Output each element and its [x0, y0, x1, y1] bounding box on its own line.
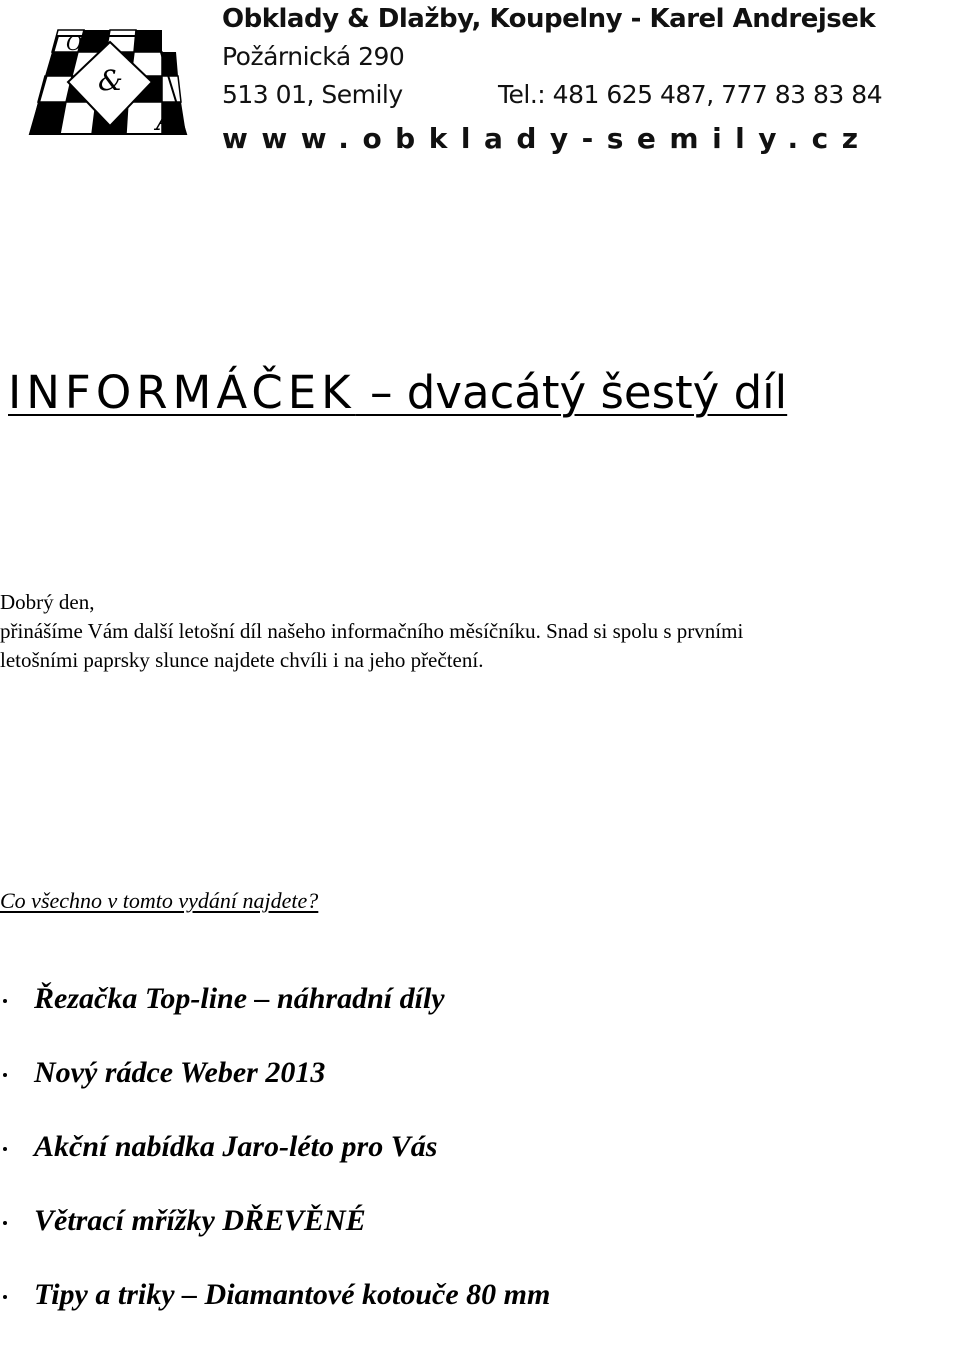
toc-item-text: Akční nabídka Jaro-léto pro Vás — [34, 1130, 438, 1163]
newsletter-title — [8, 366, 952, 419]
intro-line-1: přinášíme Vám další letošní díl našeho informačního měsíčníku. Snad si spolu s prvními — [0, 619, 744, 643]
logo-ampersand: & — [98, 64, 123, 97]
title-issue: – dvacátý šestý díl — [355, 366, 788, 419]
logo-letter-k: K — [40, 104, 61, 137]
company-phone: Tel.: 481 625 487, 777 83 83 84 — [498, 80, 883, 109]
company-logo — [28, 22, 208, 144]
intro-line-2: letošními paprsky slunce najdete chvíli i na jeho přečtení. — [0, 648, 484, 672]
bullet-icon — [3, 999, 7, 1003]
logo-letter-a: A — [156, 104, 177, 137]
toc-heading: Co všechno v tomto vydání najdete? — [0, 888, 319, 913]
company-website[interactable]: www.obklady-semily.cz — [222, 122, 872, 155]
toc-item-text: Větrací mřížky DŘEVĚNÉ — [34, 1204, 366, 1237]
bullet-icon — [3, 1295, 7, 1299]
toc-item-text: Řezačka Top-line – náhradní díly — [34, 982, 445, 1015]
checkerboard-logo-icon — [28, 22, 208, 144]
toc-item-text: Tipy a triky – Diamantové kotouče 80 mm — [34, 1278, 551, 1311]
logo-letter-d: D — [144, 31, 161, 55]
title-main: INFORMÁČEK — [8, 366, 356, 419]
intro-paragraph — [0, 588, 960, 675]
company-city: 513 01, Semily — [222, 80, 403, 109]
company-street: Požárnická 290 — [222, 42, 405, 71]
bullet-icon — [3, 1221, 7, 1225]
logo-letter-o: O — [66, 31, 83, 55]
bullet-icon — [3, 1147, 7, 1151]
company-name: Obklady & Dlažby, Koupelny - Karel Andrejsek — [222, 4, 876, 34]
toc-item-text: Nový rádce Weber 2013 — [34, 1056, 326, 1089]
bullet-icon — [3, 1073, 7, 1077]
intro-greeting: Dobrý den, — [0, 590, 95, 614]
